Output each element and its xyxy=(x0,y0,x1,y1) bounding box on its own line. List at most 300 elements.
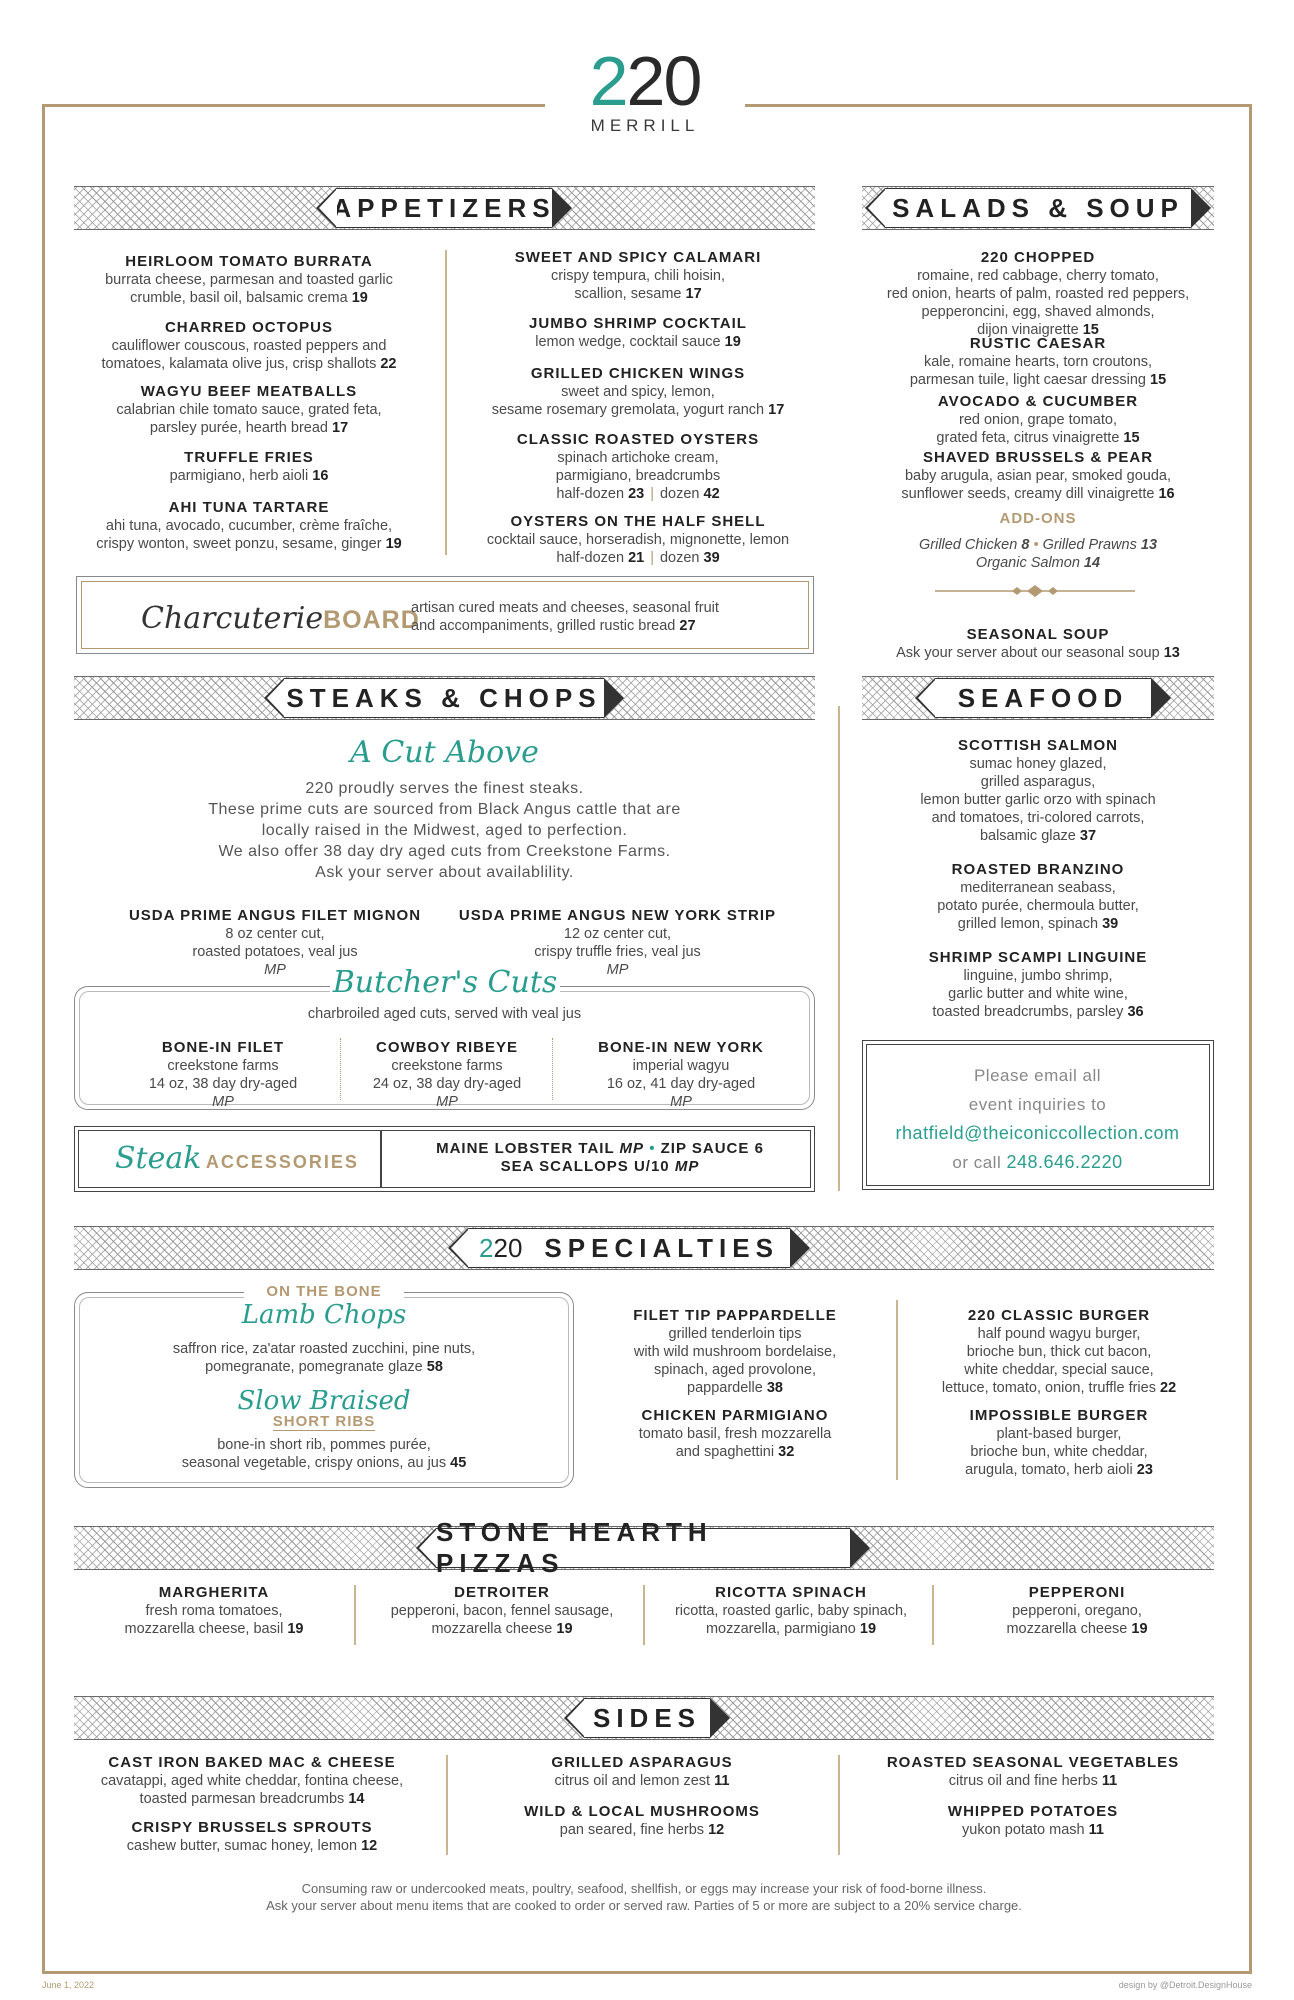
specialties-divider xyxy=(896,1300,898,1480)
item-desc-line xyxy=(590,1379,880,1397)
item-price: 19 xyxy=(385,536,402,552)
item-desc-text: lettuce, tomato, onion, truffle fries xyxy=(941,1380,1156,1396)
menu-item xyxy=(862,860,1214,933)
addon-prawns-price: 13 xyxy=(1140,537,1158,553)
sides-divider-2 xyxy=(838,1755,840,1855)
acc-scallops: SEA SCALLOPS U/10 xyxy=(500,1158,670,1175)
item-desc-text: mozzarella cheese, basil xyxy=(124,1621,284,1637)
item-desc-text: with wild mushroom bordelaise, xyxy=(633,1344,837,1360)
item-desc-text: lemon butter garlic orzo with spinach xyxy=(920,792,1156,808)
menu-item xyxy=(862,248,1214,339)
menu-item xyxy=(74,318,424,373)
charcuterie-heading xyxy=(141,599,420,638)
item-name: BONE-IN FILET xyxy=(161,1039,285,1056)
item-desc-text: tomato basil, fresh mozzarella xyxy=(638,1426,832,1442)
butcher-divider-2 xyxy=(552,1038,553,1100)
steaks-intro xyxy=(74,778,815,883)
pizzas-title xyxy=(436,1517,850,1578)
item-desc-text: roasted potatoes, veal jus xyxy=(192,944,358,960)
intro-line: 220 proudly serves the finest steaks. xyxy=(305,780,584,797)
item-desc-line xyxy=(462,449,814,467)
item-name: JUMBO SHRIMP COCKTAIL xyxy=(529,315,747,332)
item-half-label: half-dozen xyxy=(556,486,629,502)
logo xyxy=(545,42,745,136)
item-desc-line xyxy=(862,879,1214,897)
intro-line: locally raised in the Midwest, aged to perfection. xyxy=(261,822,628,839)
item-name: RUSTIC CAESAR xyxy=(969,335,1107,352)
item-desc-text: pepperoni, oregano, xyxy=(1012,1603,1142,1619)
item-name: ROASTED BRANZINO xyxy=(951,861,1125,878)
item-name: CHARRED OCTOPUS xyxy=(164,319,334,336)
menu-item xyxy=(460,1802,824,1839)
item-desc-text: mozzarella cheese xyxy=(431,1621,553,1637)
item-price: 16 xyxy=(312,468,329,484)
item-desc-text: linguine, jumbo shrimp, xyxy=(963,968,1113,984)
item-price: 15 xyxy=(1150,372,1167,388)
specialties-title-text: SPECIALTIES xyxy=(544,1232,779,1263)
item-desc-line xyxy=(862,429,1214,447)
desc-line xyxy=(74,1436,574,1454)
specialties-220-rest: 20 xyxy=(493,1232,523,1263)
item-desc-text: and spaghettini xyxy=(675,1444,775,1460)
item-desc-line xyxy=(108,1057,338,1075)
item-name: HEIRLOOM TOMATO BURRATA xyxy=(125,253,373,270)
item-price: 22 xyxy=(1160,1380,1177,1396)
menu-item xyxy=(904,1306,1214,1397)
item-desc-line xyxy=(904,1343,1214,1361)
item-desc-text: spinach artichoke cream, xyxy=(557,450,719,466)
charcuterie-desc xyxy=(411,599,719,635)
item-desc-text: pan seared, fine herbs xyxy=(559,1822,705,1838)
item-desc-text: brioche bun, white cheddar, xyxy=(970,1444,1148,1460)
desc-price: 58 xyxy=(426,1359,443,1375)
item-desc-line xyxy=(362,1620,642,1638)
salads-title xyxy=(885,188,1191,228)
events-box xyxy=(862,1040,1214,1190)
item-desc-line xyxy=(332,1075,562,1093)
item-price: 19 xyxy=(1131,1621,1148,1637)
item-name: AVOCADO & CUCUMBER xyxy=(937,393,1139,410)
desc-line xyxy=(74,1340,574,1358)
item-name: RICOTTA SPINACH xyxy=(715,1584,867,1601)
menu-item xyxy=(462,364,814,419)
appetizers-title xyxy=(332,188,556,228)
item-price: 23 xyxy=(1136,1462,1153,1478)
item-price: 36 xyxy=(1127,1004,1144,1020)
item-desc-text: creekstone farms xyxy=(167,1058,279,1074)
desc-text: pomegranate, pomegranate glaze xyxy=(205,1359,423,1375)
acc-scallops-price: MP xyxy=(674,1158,700,1175)
menu-item xyxy=(362,1583,642,1638)
item-desc-line xyxy=(332,1057,562,1075)
item-desc-line xyxy=(74,517,424,535)
menu-item xyxy=(940,1583,1214,1638)
item-desc-text: yukon potato mash xyxy=(962,1822,1085,1838)
item-desc-line xyxy=(862,1003,1214,1021)
item-desc-line xyxy=(74,289,424,307)
item-desc-text: crispy tempura, chili hoisin, xyxy=(550,268,726,284)
menu-item xyxy=(650,1583,932,1638)
item-desc-text: imperial wagyu xyxy=(632,1058,730,1074)
item-desc-text: cavatappi, aged white cheddar, fontina cheese, xyxy=(100,1773,404,1789)
item-desc-line xyxy=(904,1325,1214,1343)
item-desc-line xyxy=(862,809,1214,827)
item-price: 39 xyxy=(1102,916,1119,932)
item-desc-line xyxy=(110,943,440,961)
logo-number-rest: 20 xyxy=(626,42,701,120)
soup-desc: Ask your server about our seasonal soup xyxy=(896,645,1160,661)
item-desc-line xyxy=(108,1075,338,1093)
item-desc-text: balsamic glaze xyxy=(979,828,1076,844)
item-price: 17 xyxy=(768,402,785,418)
steaks-title-text: STEAKS & CHOPS xyxy=(286,682,602,713)
events-text xyxy=(863,1061,1212,1177)
item-name: AHI TUNA TARTARE xyxy=(168,499,330,516)
sides-title-text: SIDES xyxy=(592,1702,702,1733)
sides-divider-1 xyxy=(446,1755,448,1855)
item-desc-text: fresh roma tomatoes, xyxy=(145,1603,283,1619)
menu-item xyxy=(462,512,814,567)
item-desc-text: 24 oz, 38 day dry-aged xyxy=(372,1076,522,1092)
item-desc-line xyxy=(462,333,814,351)
menu-item xyxy=(904,1406,1214,1479)
desc-text: saffron rice, za'atar roasted zucchini, pine nuts, xyxy=(172,1341,476,1357)
item-desc-line xyxy=(862,897,1214,915)
menu-item xyxy=(862,948,1214,1021)
item-price: 12 xyxy=(708,1822,725,1838)
pizza-divider-2 xyxy=(643,1585,645,1645)
footer-disclaimer xyxy=(74,1880,1214,1914)
item-price: MP xyxy=(264,962,286,978)
item-desc-line xyxy=(460,1821,824,1839)
pizza-divider-3 xyxy=(932,1585,934,1645)
item-desc-text: scallion, sesame xyxy=(574,286,682,302)
item-desc-text: half pound wagyu burger, xyxy=(977,1326,1141,1342)
item-desc-line xyxy=(862,773,1214,791)
item-desc-text: tomatoes, kalamata olive jus, crisp shallots xyxy=(101,356,377,372)
logo-name: MERRILL xyxy=(590,116,700,135)
item-desc-text: spinach, aged provolone, xyxy=(653,1362,817,1378)
item-name: BONE-IN NEW YORK xyxy=(598,1039,764,1056)
item-half-price: 21 xyxy=(628,550,645,566)
butcher-divider-1 xyxy=(340,1038,341,1100)
item-desc-text: 12 oz center cut, xyxy=(563,926,672,942)
item-desc-text: dijon vinaigrette xyxy=(977,322,1079,338)
item-price: 12 xyxy=(361,1838,378,1854)
logo-number-accent: 2 xyxy=(589,42,627,120)
item-name: USDA PRIME ANGUS FILET MIGNON xyxy=(128,907,422,924)
item-desc-text: toasted parmesan breadcrumbs xyxy=(139,1791,345,1807)
item-desc-text: white cheddar, special sauce, xyxy=(964,1362,1154,1378)
specialties-title xyxy=(468,1228,790,1268)
item-price: MP xyxy=(606,962,629,978)
ornament-divider-icon xyxy=(935,584,1135,598)
soup-name: SEASONAL SOUP xyxy=(966,626,1110,643)
item-desc-text: pappardelle xyxy=(687,1380,763,1396)
cut-above-title: A Cut Above xyxy=(350,735,539,770)
menu-item xyxy=(862,736,1214,845)
item-desc-line xyxy=(74,419,424,437)
appetizers-title-text: APPETIZERS xyxy=(332,192,556,223)
item-dozen-price: 39 xyxy=(703,550,720,566)
desc-text: bone-in short rib, pommes purée, xyxy=(217,1437,431,1453)
appetizers-divider xyxy=(445,250,447,555)
charcuterie-script: Charcuterie xyxy=(141,601,324,636)
item-desc-text: citrus oil and fine herbs xyxy=(948,1773,1098,1789)
item-desc-text: and tomatoes, tri-colored carrots, xyxy=(931,810,1145,826)
accessories-word: ACCESSORIES xyxy=(205,1152,359,1172)
item-desc-line xyxy=(940,1620,1214,1638)
item-desc-line xyxy=(862,267,1214,285)
item-price: 19 xyxy=(287,1621,304,1637)
on-the-bone-label: ON THE BONE xyxy=(244,1283,404,1300)
events-phone-link[interactable]: 248.646.2220 xyxy=(1006,1152,1123,1172)
item-desc-text: kale, romaine hearts, torn croutons, xyxy=(923,354,1153,370)
item-desc-text: parsley purée, hearth bread xyxy=(149,420,328,436)
addons xyxy=(862,510,1214,572)
item-name: WHIPPED POTATOES xyxy=(947,1803,1119,1820)
item-desc-text: cashew butter, sumac honey, lemon xyxy=(126,1838,358,1854)
menu-item xyxy=(852,1802,1214,1839)
menu-item xyxy=(566,1038,796,1111)
item-price: MP xyxy=(436,1094,458,1110)
item-price: 14 xyxy=(348,1791,365,1807)
menu-item xyxy=(862,392,1214,447)
addon-prawns: Grilled Prawns xyxy=(1042,537,1137,553)
item-name: PEPPERONI xyxy=(1028,1584,1126,1601)
addon-chicken-price: 8 xyxy=(1021,537,1030,553)
item-name: GRILLED CHICKEN WINGS xyxy=(530,365,746,382)
item-desc-line xyxy=(462,383,814,401)
item-desc-line xyxy=(650,1620,932,1638)
item-desc-text: grilled tenderloin tips xyxy=(668,1326,802,1342)
item-price: 19 xyxy=(351,290,368,306)
specialties-220 xyxy=(479,1233,522,1264)
item-price: 19 xyxy=(556,1621,573,1637)
charcuterie-desc-line2: and accompaniments, grilled rustic bread xyxy=(411,618,676,634)
item-desc-text: brioche bun, thick cut bacon, xyxy=(966,1344,1152,1360)
item-desc-text: burrata cheese, parmesan and toasted garlic xyxy=(105,272,393,288)
item-price: 19 xyxy=(859,1621,877,1637)
item-desc-line xyxy=(904,1361,1214,1379)
menu-item xyxy=(332,1038,562,1111)
item-desc-text: parmesan tuile, light caesar dressing xyxy=(909,372,1146,388)
salads-title-text: SALADS & SOUP xyxy=(892,192,1184,223)
item-desc-line xyxy=(852,1772,1214,1790)
menu-item xyxy=(862,448,1214,503)
sides-title xyxy=(584,1698,710,1738)
seasonal-soup xyxy=(862,625,1214,662)
item-desc-line xyxy=(862,411,1214,429)
item-desc-line xyxy=(450,943,785,961)
item-desc-text: garlic butter and white wine, xyxy=(948,986,1128,1002)
item-desc-text: grilled asparagus, xyxy=(980,774,1096,790)
item-desc-line xyxy=(462,285,814,303)
item-desc-line xyxy=(566,1057,796,1075)
item-desc-text: plant-based burger, xyxy=(996,1426,1122,1442)
desc-price: 45 xyxy=(450,1455,467,1471)
addon-separator: • xyxy=(1033,537,1039,553)
item-desc-text: 8 oz center cut, xyxy=(225,926,325,942)
item-price: 16 xyxy=(1158,486,1175,502)
menu-item xyxy=(590,1406,880,1461)
item-desc-line xyxy=(852,1821,1214,1839)
item-desc-line xyxy=(862,371,1214,389)
item-name: CRISPY BRUSSELS SPROUTS xyxy=(131,1819,373,1836)
item-name: IMPOSSIBLE BURGER xyxy=(969,1407,1149,1424)
item-desc-text: mozzarella, parmigiano xyxy=(705,1621,856,1637)
item-price: 15 xyxy=(1082,322,1099,338)
item-name: FILET TIP PAPPARDELLE xyxy=(633,1307,837,1324)
item-desc-text: creekstone farms xyxy=(391,1058,503,1074)
item-desc-text: baby arugula, asian pear, smoked gouda, xyxy=(904,468,1172,484)
item-desc-line xyxy=(590,1343,880,1361)
pizzas-title-text: STONE HEARTH PIZZAS xyxy=(436,1517,713,1578)
footer-date: June 1, 2022 xyxy=(42,1980,95,1990)
item-desc-text: lemon wedge, cocktail sauce xyxy=(535,334,721,350)
item-desc-text: romaine, red cabbage, cherry tomato, xyxy=(917,268,1159,284)
intro-line: These prime cuts are sourced from Black Angus cattle that are xyxy=(208,801,681,818)
footer-credit: design by @Detroit.DesignHouse xyxy=(1118,1980,1252,1990)
acc-zip: ZIP SAUCE xyxy=(660,1140,750,1157)
item-desc-text: red onion, hearts of palm, roasted red peppers, xyxy=(886,286,1190,302)
intro-line: We also offer 38 day dry aged cuts from Creekstone Farms. xyxy=(218,843,671,860)
item-desc-text: sweet and spicy, lemon, xyxy=(561,384,715,400)
events-email-link[interactable]: rhatfield@theiconiccollection.com xyxy=(895,1123,1180,1143)
item-price: 17 xyxy=(685,286,702,302)
item-name: TRUFFLE FRIES xyxy=(184,449,314,466)
item-portion-line xyxy=(462,549,814,567)
item-name: ROASTED SEASONAL VEGETABLES xyxy=(886,1754,1180,1771)
item-desc-line xyxy=(74,1790,430,1808)
item-dozen-label: dozen xyxy=(659,550,704,566)
steak-accessories-box xyxy=(74,1126,815,1192)
item-desc-line xyxy=(590,1325,880,1343)
item-name: GRILLED ASPARAGUS xyxy=(551,1754,733,1771)
menu-item xyxy=(74,1753,430,1808)
item-price: 19 xyxy=(724,334,741,350)
item-desc-line xyxy=(74,467,424,485)
item-name: MARGHERITA xyxy=(158,1584,270,1601)
item-desc-line xyxy=(74,1837,430,1855)
lamb-chops-title: Lamb Chops xyxy=(241,1300,407,1330)
item-desc-text: grated feta, citrus vinaigrette xyxy=(936,430,1120,446)
item-desc-text: sumac honey glazed, xyxy=(969,756,1107,772)
addon-salmon: Organic Salmon xyxy=(975,555,1080,571)
seafood-title-text: SEAFOOD xyxy=(957,682,1129,713)
item-desc-text: grilled lemon, spinach xyxy=(957,916,1099,932)
acc-lobster-price: MP xyxy=(619,1140,645,1157)
acc-zip-price: 6 xyxy=(754,1140,764,1157)
item-desc-text: sunflower seeds, creamy dill vinaigrette xyxy=(901,486,1155,502)
item-desc-line xyxy=(862,915,1214,933)
item-portion-separator: | xyxy=(650,550,654,566)
desc-line xyxy=(74,1454,574,1472)
short-ribs-label-wrap xyxy=(74,1413,574,1431)
item-desc-text: ricotta, roasted garlic, baby spinach, xyxy=(674,1603,908,1619)
pizza-divider-1 xyxy=(354,1585,356,1645)
butchers-cuts-title: Butcher's Cuts xyxy=(330,965,560,1000)
menu-item xyxy=(74,448,424,485)
item-price: 17 xyxy=(332,420,349,436)
item-desc-line xyxy=(904,1461,1214,1479)
item-desc-line xyxy=(462,531,814,549)
item-desc-text: toasted breadcrumbs, parsley xyxy=(932,1004,1124,1020)
item-desc-line xyxy=(862,353,1214,371)
item-price: 37 xyxy=(1079,828,1097,844)
menu-item xyxy=(74,498,424,553)
item-name: SWEET AND SPICY CALAMARI xyxy=(514,249,762,266)
charcuterie-desc-line1: artisan cured meats and cheeses, seasonal fruit xyxy=(411,600,719,616)
item-desc-line xyxy=(862,791,1214,809)
item-desc-text: sesame rosemary gremolata, yogurt ranch xyxy=(491,402,765,418)
item-desc-text: parmigiano, herb aioli xyxy=(169,468,309,484)
item-price: 22 xyxy=(380,356,397,372)
item-name: OYSTERS ON THE HALF SHELL xyxy=(510,513,766,530)
menu-item xyxy=(590,1306,880,1397)
item-name: COWBOY RIBEYE xyxy=(376,1039,518,1056)
item-desc-line xyxy=(590,1361,880,1379)
item-desc-line xyxy=(462,267,814,285)
item-desc-line xyxy=(74,1620,354,1638)
ribs-desc xyxy=(74,1436,574,1472)
item-desc-line xyxy=(862,467,1214,485)
menu-item xyxy=(108,1038,338,1111)
item-desc-text: crispy wonton, sweet ponzu, sesame, ginger xyxy=(96,536,382,552)
charcuterie-price: 27 xyxy=(679,618,696,634)
item-desc-line xyxy=(862,303,1214,321)
item-price: 11 xyxy=(1101,1773,1118,1789)
item-name: USDA PRIME ANGUS NEW YORK STRIP xyxy=(458,907,777,924)
item-desc-text: cocktail sauce, horseradish, mignonette, lemon xyxy=(486,532,790,548)
item-name: SCOTTISH SALMON xyxy=(958,737,1118,754)
item-desc-line xyxy=(362,1602,642,1620)
events-line1: Please email all xyxy=(973,1066,1102,1085)
accessories-items xyxy=(385,1140,815,1176)
item-desc-text: calabrian chile tomato sauce, grated feta, xyxy=(116,402,382,418)
item-name: DETROITER xyxy=(454,1584,550,1601)
menu-item xyxy=(460,1753,824,1790)
item-desc-line xyxy=(450,925,785,943)
menu-item xyxy=(852,1753,1214,1790)
item-desc-line xyxy=(460,1772,824,1790)
specialties-220-accent: 2 xyxy=(479,1232,494,1263)
steaks-seafood-divider xyxy=(838,706,840,1191)
item-desc-line xyxy=(904,1443,1214,1461)
item-desc-text: crispy truffle fries, veal jus xyxy=(534,944,701,960)
item-desc-line xyxy=(110,925,440,943)
item-desc-text: pepperoni, bacon, fennel sausage, xyxy=(390,1603,614,1619)
item-desc-line xyxy=(862,285,1214,303)
item-dozen-price: 42 xyxy=(703,486,720,502)
item-desc-line xyxy=(74,535,424,553)
item-desc-text: pepperoncini, egg, shaved almonds, xyxy=(921,304,1155,320)
item-desc-line xyxy=(862,967,1214,985)
addon-salmon-price: 14 xyxy=(1083,555,1101,571)
footer-line1: Consuming raw or undercooked meats, poultry, seafood, shellfish, or eggs may increase your risk of food-borne illness. xyxy=(301,1881,987,1896)
item-name: 220 CLASSIC BURGER xyxy=(967,1307,1151,1324)
item-desc-text: citrus oil and lemon zest xyxy=(554,1773,711,1789)
item-price: 38 xyxy=(766,1380,783,1396)
item-price: 11 xyxy=(1088,1822,1104,1838)
item-desc-text: 16 oz, 41 day dry-aged xyxy=(606,1076,756,1092)
accessories-script: Steak xyxy=(115,1141,202,1176)
item-name: CLASSIC ROASTED OYSTERS xyxy=(516,431,760,448)
item-desc-line xyxy=(862,985,1214,1003)
item-desc-line xyxy=(566,1075,796,1093)
item-desc-line xyxy=(74,271,424,289)
item-desc-line xyxy=(904,1425,1214,1443)
